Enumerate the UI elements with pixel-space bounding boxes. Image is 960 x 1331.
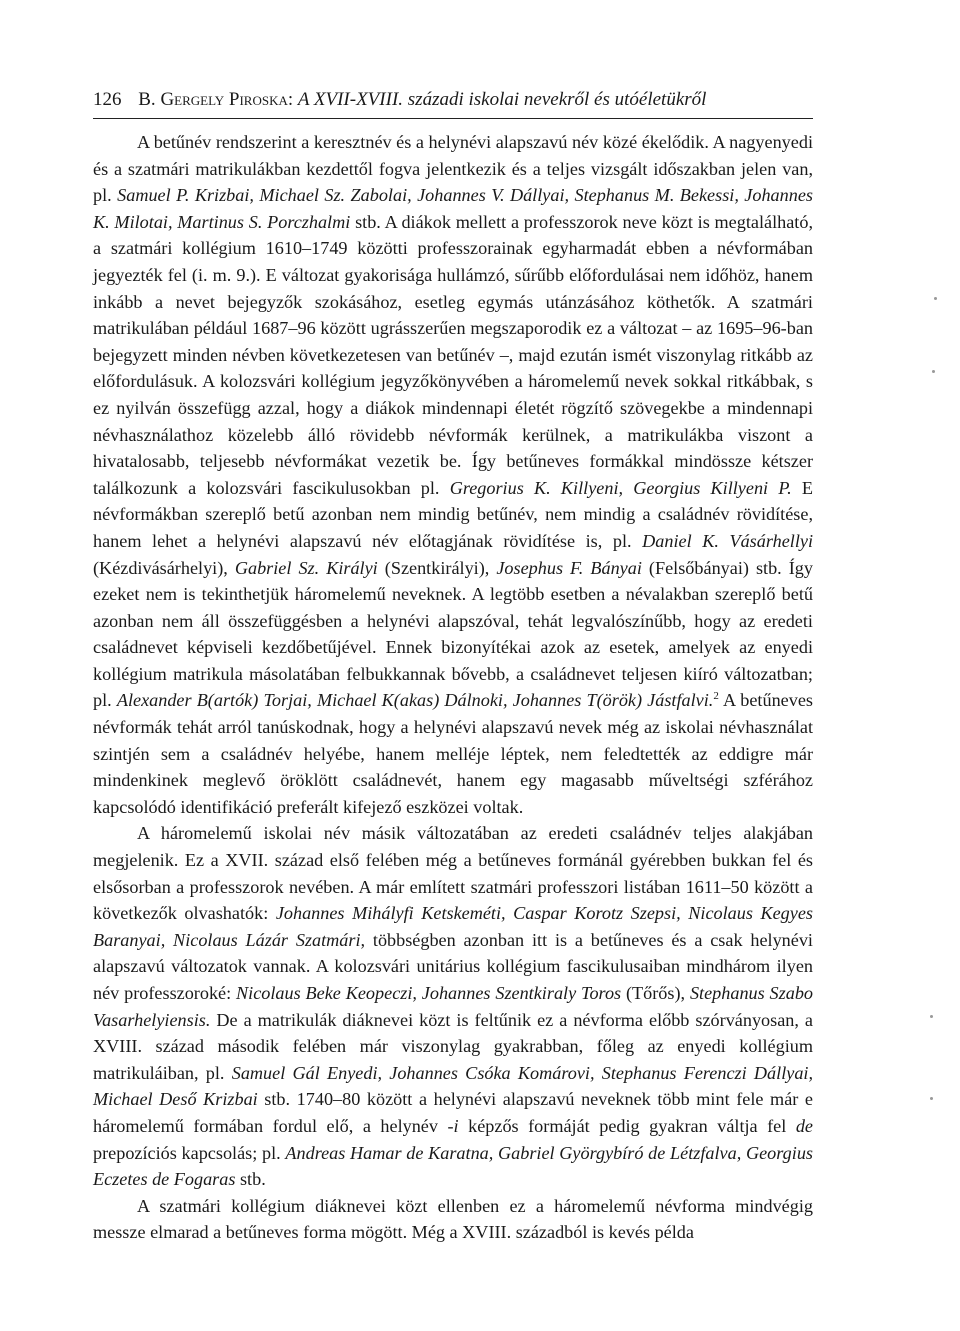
text-run: De a matrikulák diáknevei közt is feltűnik ez a névforma előbb szórványosan, a XVIII. század második felében már viszonylag gyakrabban, főleg az enyedi kollégium matrikuláiban, pl. — [93, 1009, 813, 1083]
text-run: stb. A diákok mellett a professzorok neve közt is megtalálható, a szatmári kollégium 1610–1749 közötti professzorainak egyharmadát ebben a névformában jegyezték fel (i. m. 9.). E változat gyakorisága hullámzó, sűrűbb előfordulásai nem időhöz, hanem inkább a nevet bejegyzők szokásához, esetleg egymás utánzásához köthetők. A szatmári matrikulában például 1687–96 között ugrásszerűen megszaporodik ez a változat – az 1695–96-ban bejegyzett minden névben következetesen van betűnév –, majd ezután ismét viszonylag ritkább az előfordulásuk. A kolozsvári kollégium jegyzőkönyvében a háromelemű nevek sokkal ritkábbak, s ez nyilván összefügg azzal, hogy a diákok mindennapi életét rögzítő szövegekbe a mindennapi névhasználathoz közelebb álló rövidebb névformák kerülnek, a matrikulákba viszont a hivatalosabb, teljesebb névformákat vezetik be. Így betűneves formákkal mindössze kétszer találkozunk a kolozsvári fascikulusokban pl. — [93, 211, 814, 498]
italic-name-run: Andreas Hamar de Karatna, Gabriel Györgybíró de Létzfalva, Georgius Eczetes de Fogaras — [93, 1142, 813, 1190]
author-name: Gergely Piroska — [160, 89, 288, 110]
text-run: A háromelemű iskolai név másik változatában az eredeti családnév teljes alakjában megjelenik. Ez a XVII. század első felében még a betűneves formánál gyérebben bukkan fel és elsősorban a professzorok nevében. A már említett szatmári professzori listában 1611–50 között a következők olvashatók: — [93, 823, 813, 924]
header-rule — [93, 118, 813, 119]
running-header — [93, 88, 813, 112]
text-run: (Kézdivásárhelyi), — [93, 557, 235, 578]
italic-name-run: Josephus F. Bányai — [496, 557, 642, 578]
italic-name-run: Samuel P. Krizbai, Michael Sz. Zabolai, Johannes V. Dállyai, Stephanus M. Bekessi, Johannes K. Milotai, Martinus S. Porczhalmi — [93, 185, 813, 232]
text-run: (Tőrős), — [621, 983, 690, 1003]
text-run: többségben azonban itt is a betűneves és a csak helynévi alapszavú változatok vannak. A kolozsvári unitárius kollégium fascikulusaiban mindhárom ilyen név professzoroké: — [93, 929, 813, 1003]
italic-name-run: Johannes Mihályfi Ketskeméti, Caspar Korotz Szepsi, Nicolaus Kegyes Baranyai, Nicolaus Lázár Szatmári, — [93, 903, 814, 950]
paragraph — [93, 129, 813, 820]
scan-speck — [932, 370, 935, 373]
paragraph — [93, 820, 813, 1192]
italic-name-run: Samuel Gál Enyedi, Johannes Csóka Komárovi, Stephanus Ferenczi Dállyai, Michael Deső Krizbai — [93, 1062, 814, 1110]
text-run: stb. — [235, 1169, 266, 1190]
scan-speck — [930, 1097, 933, 1100]
text-run: (Felsőbányai) stb. Így ezeket nem is tekinthetjük háromelemű neveknek. A legtöbb esetben a névalakban szereplő betű azonban nem áll összefüggésben a helynévi alapszóval, tehát legvalószínűbb, hogy az eredeti családnevet képviseli kezdőbetűjével. Ennek bizonyítékai azok az esetek, amelyek az enyedi kollégium matrikula másolatában felbukkannak bővebb, a családnevet teljesen kiíró változatban; pl. — [93, 557, 813, 711]
text-run: A betűnév rendszerint a keresztnév és a helynévi alapszavú név közé ékelődik. A nagyenyedi és a szatmári matrikulákban kezdettől fogva jelentkezik és a teljes vizsgált időszakban jelen van, pl. — [93, 132, 813, 206]
paragraph — [93, 1193, 813, 1246]
text-run: A betűneves névformák tehát arról tanúskodnak, hogy a helynévi alapszavú nevek még az iskolai névhasználat szintjén sem a családnév helyébe, hanem melléje léptek, nem feledtették az eddigre már mindenkinek meglevő öröklött családnevét, hanem egy magasabb műveltségi szférához kapcsolódó identifikáció preferált kifejező eszközei voltak. — [93, 690, 813, 817]
italic-name-run: de — [795, 1115, 813, 1136]
italic-name-run: -i — [447, 1115, 459, 1136]
text-run: prepozíciós kapcsolás; pl. — [93, 1142, 286, 1163]
scan-speck — [934, 297, 937, 300]
text-run: képzős formáját pedig gyakran váltja fel — [458, 1115, 796, 1136]
text-run: (Szentkirályi), — [377, 557, 497, 578]
page-number: 126 — [93, 89, 122, 110]
italic-name-run: Stephanus Szabo Vasarhelyiensis. — [93, 983, 814, 1030]
header-colon: : — [287, 89, 294, 110]
italic-name-run: Gregorius K. Killyeni, Georgius Killyeni P. — [449, 477, 792, 498]
text-run: stb. 1740–80 között a helynévi alapszavú neveknek több mint fele már e háromelemű formában fordul elő, a helynév — [93, 1089, 813, 1136]
article-title: A XVII-XVIII. századi iskolai nevekről és utóéletükről — [297, 89, 707, 110]
italic-name-run: Gabriel Sz. Királyi — [234, 557, 378, 578]
text-run: A szatmári kollégium diáknevei közt ellenben ez a háromelemű névforma mindvégig messze elmarad a betűneves forma mögött. Még a XVIII. századból is kevés példa — [93, 1195, 813, 1243]
text-run: E névformákban szereplő betű azonban nem mindig betűnév, nem mindig a családnév rövidítése, hanem lehet a helynévi alapszavú név előtagjának rövidítése is, pl. — [93, 477, 813, 551]
italic-name-run: Daniel K. Vásárhellyi — [642, 530, 814, 551]
footnote-ref: 2 — [713, 690, 719, 703]
italic-name-run: Alexander B(artók) Torjai, Michael K(akas) Dálnoki, Johannes T(örök) Jástfalvi. — [116, 690, 714, 711]
italic-name-run: Nicolaus Beke Keopeczi, Johannes Szentkiraly Toros — [236, 983, 622, 1003]
scan-speck — [930, 1015, 933, 1018]
author-initial: B. — [138, 89, 156, 110]
body-text — [93, 129, 813, 1246]
